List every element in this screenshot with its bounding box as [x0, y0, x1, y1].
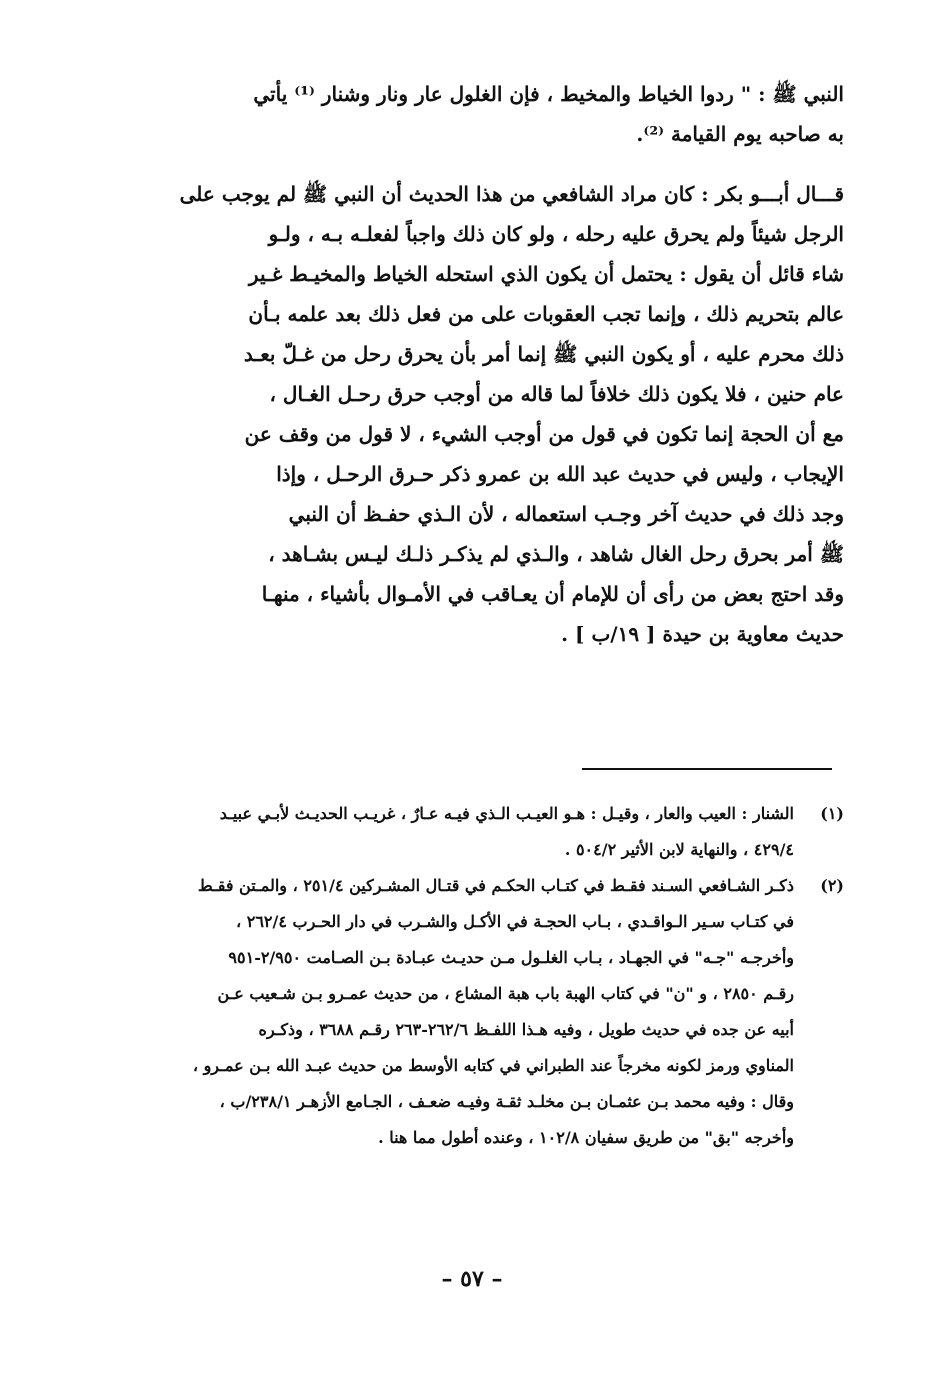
text-line: الرجل شيئاً ولم يحرق عليه رحله ، ولو كان ذلك واجباً لفعلـه بـه ، ولـو	[268, 222, 844, 246]
footnotes	[114, 796, 844, 1156]
text-line: ﷺ أمر بحرق رحل الغال شاهد ، والـذي لم يذكـر ذلـك ليـس بشـاهد ،	[268, 542, 844, 566]
text-line: الإيجاب ، وليس في حديث عبد الله بن عمرو ذكر حـرق الرحـل ، وإذا	[276, 462, 844, 486]
text-line: ذلك محرم عليه ، أو يكون النبي ﷺ إنما أمر بأن يحرق رحل من غـلّ بعـد	[243, 342, 844, 366]
footnote-2	[114, 868, 844, 1156]
footnote-line: رقـم ٢٨٥٠ ، و "ن" في كتاب الهبة باب هبة المشاع ، من حديث عمـرو بـن شـعيب عـن	[217, 984, 794, 1003]
footnote-line: أبيه عن جده في حديث طويل ، وفيه هـذا اللفـظ ٢٦٢/٦-٢٦٣ رقـم ٣٦٨٨ ، وذكـره	[258, 1020, 794, 1039]
text-line: النبي ﷺ : " ردوا الخياط والمخيط ، فإن الغلول عار ونار وشنار ⁽¹⁾ يأتي	[253, 82, 844, 106]
paragraph-hadith-quote	[114, 74, 844, 154]
footnote-line: ذكـر الشـافعي السـند فقـط في كتـاب الحكـم في قتـال المشـركين ٢٥١/٤ ، والمـتن فقـط	[197, 876, 794, 895]
footnote-line: وقال : وفيه محمد بـن عثمـان بـن مخلـد ثقـة وفيـه ضعـف ، الجـامع الأزهـر ٢٣٨/١/ب ،	[219, 1092, 794, 1111]
footnote-number: (٢)	[820, 876, 844, 895]
text-line: قـــال أبـــو بكر : كان مراد الشافعي من هذا الحديث أن النبي ﷺ لم يوجب على	[179, 182, 844, 206]
footnote-line: في كتـاب سـير الـواقـدي ، بـاب الحجـة في الأكـل والشـرب في دار الحـرب ٢٦٢/٤ ،	[235, 912, 794, 931]
text-line: وجد ذلك في حديث آخر وجـب استعماله ، لأن الـذي حفـظ أن النبي	[288, 502, 844, 526]
footnote-line: المناوي ورمز لكونه مخرجاً عند الطبراني في كتابه الأوسط من حديث عبـد الله بـن عمـرو ،	[192, 1056, 794, 1075]
text-line: عالم بتحريم ذلك ، وإنما تجب العقوبات على من فعل ذلك بعد علمه بـأن	[248, 302, 844, 326]
text-line: وقد احتج بعض من رأى أن للإمام أن يعـاقب في الأمـوال بأشياء ، منهـا	[261, 582, 844, 606]
footnote-line: وأخرجـه "جـه" في الجهـاد ، بـاب الغلـول مـن حديـث عبـادة بـن الصـامت ٢/٩٥٠-٩٥١	[228, 948, 794, 967]
text-line: حديث معاوية بن حيدة [ ١٩/ب ] .	[561, 622, 844, 646]
text-line: به صاحبه يوم القيامة ⁽²⁾.	[636, 122, 844, 146]
footnote-line: ٤٢٩/٤ ، والنهاية لابن الأثير ٥٠٤/٢ .	[564, 840, 794, 859]
paragraph-commentary	[114, 174, 844, 654]
page-number: – ٥٧ –	[441, 1266, 503, 1292]
footnote-line: الشنار : العيب والعار ، وقيـل : هـو العيـب الـذي فيـه عـارٌ ، غريـب الحديـث لأبـي عبيـد	[219, 804, 794, 823]
text-line: شاء قائل أن يقول : يحتمل أن يكون الذي استحله الخياط والمخيـط غـير	[248, 262, 844, 286]
footnote-number: (١)	[820, 804, 844, 823]
footnote-1	[114, 796, 844, 868]
footnote-separator	[582, 768, 832, 770]
text-line: مع أن الحجة إنما تكون في قول من أوجب الشيء ، لا قول من وقف عن	[244, 422, 844, 446]
text-line: عام حنين ، فلا يكون ذلك خلافاً لما قاله من أوجب حرق رحـل الغـال ،	[269, 382, 844, 406]
footnote-line: وأخرجه "بق" من طريق سفيان ١٠٢/٨ ، وعنده أطول مما هنا .	[378, 1128, 794, 1147]
